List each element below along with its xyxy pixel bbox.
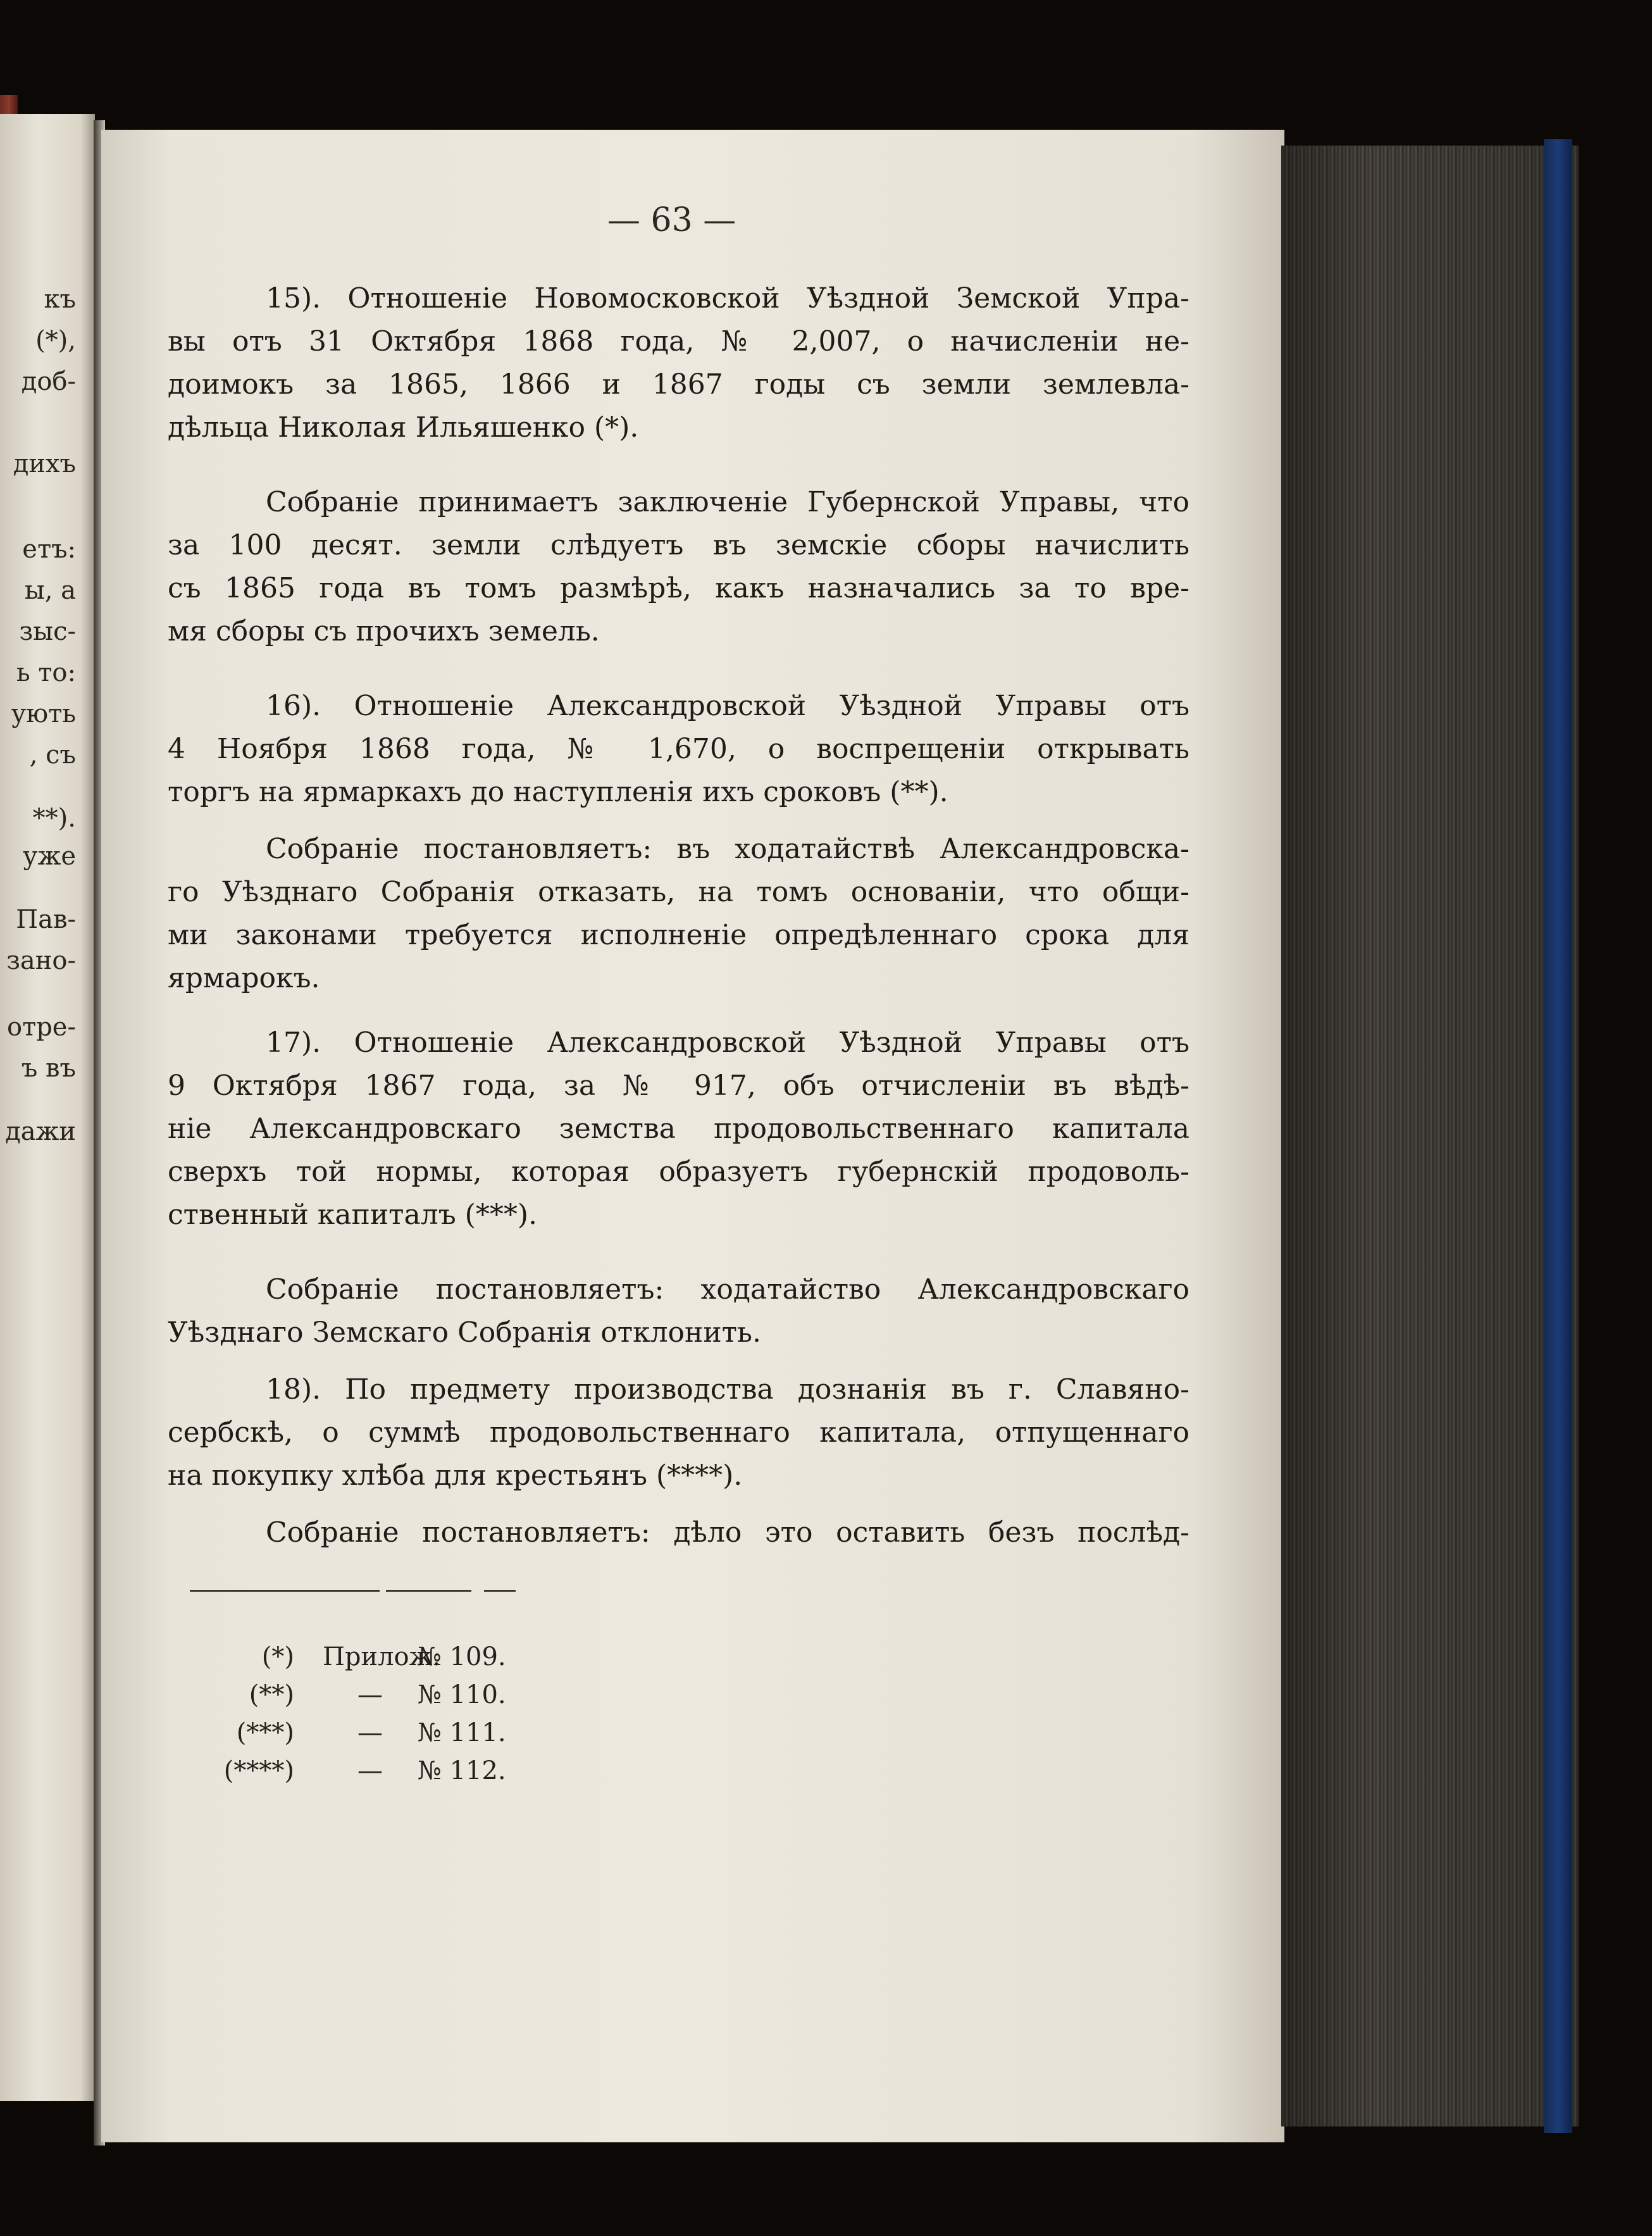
text-line: за 100 десят. земли слѣдуетъ въ земскіе сборы начислить [168, 529, 1189, 561]
text-line: Собраніе постановляетъ: дѣло это оставить безъ послѣд- [266, 1516, 1189, 1549]
footnote-rule [386, 1590, 471, 1592]
left-page-fragment: ъ въ [21, 1054, 76, 1083]
text-line: Собраніе постановляетъ: въ ходатайствѣ Александровска- [266, 833, 1189, 865]
footnote-label: — [357, 1718, 383, 1747]
text-line: ніе Александровскаго земства продовольственнаго капитала [168, 1113, 1189, 1145]
text-line: 17). Отношеніе Александровской Уѣздной Управы отъ [266, 1027, 1189, 1059]
left-page-fragment: уже [22, 842, 76, 871]
left-page-fragment: ують [11, 699, 76, 728]
text-line: Собраніе постановляетъ: ходатайство Александровскаго [266, 1273, 1189, 1306]
text-line: Уѣзднаго Земскаго Собранія отклонить. [168, 1316, 761, 1349]
text-line: Собраніе принимаетъ заключеніе Губернской Управы, что [266, 486, 1189, 518]
text-line: 9 Октября 1867 года, за № 917, объ отчисленіи въ вѣдѣ- [168, 1070, 1189, 1102]
footnote-mark: (**) [249, 1680, 294, 1709]
footnote-mark: (*) [261, 1642, 294, 1671]
left-page-fragment: Пав- [16, 905, 76, 934]
left-page-fragment: отре- [6, 1013, 76, 1042]
left-page-fragment: , съ [29, 740, 76, 770]
text-line: сербскѣ, о суммѣ продовольственнаго капитала, отпущеннаго [168, 1416, 1189, 1449]
footnote-number: № 109. [418, 1642, 506, 1671]
text-line: 15). Отношеніе Новомосковской Уѣздной Земской Упра- [266, 282, 1189, 315]
text-line: доимокъ за 1865, 1866 и 1867 годы съ земли землевла- [168, 368, 1189, 401]
left-page-fragment: зыс- [19, 617, 76, 646]
footnote-number: № 111. [418, 1718, 506, 1747]
text-line: ми законами требуется исполненіе опредѣленнаго срока для [168, 919, 1189, 951]
text-line: 4 Ноября 1868 года, № 1,670, о воспрещеніи открывать [168, 733, 1189, 765]
left-page-fragment: (*), [35, 326, 76, 355]
text-line: на покупку хлѣба для крестьянъ (****). [168, 1459, 743, 1492]
text-line: мя сборы съ прочихъ земель. [168, 615, 600, 647]
text-line: 16). Отношеніе Александровской Уѣздной Управы отъ [266, 690, 1189, 722]
footnote-rule [484, 1590, 516, 1592]
page-block-shadow [1281, 146, 1579, 2127]
left-page-fragment: ь то: [16, 658, 76, 687]
text-line: ярмарокъ. [168, 962, 320, 994]
footnote-mark: (***) [236, 1718, 294, 1747]
left-page-fragment: ы, а [24, 576, 76, 605]
left-page-fragment: доб- [21, 367, 76, 396]
book-cover-edge [1544, 139, 1572, 2133]
left-page [0, 114, 95, 2101]
text-line: го Уѣзднаго Собранія отказать, на томъ основаніи, что общи- [168, 876, 1189, 908]
footnote-rule [190, 1590, 380, 1592]
footnote-number: № 112. [418, 1756, 506, 1785]
text-line: вы отъ 31 Октября 1868 года, № 2,007, о начисленіи не- [168, 325, 1189, 358]
left-page-fragment: зано- [6, 946, 76, 975]
footnote-label: — [357, 1680, 383, 1709]
text-line: 18). По предмету производства дознанія въ г. Славяно- [266, 1373, 1189, 1406]
footnote-mark: (****) [223, 1756, 294, 1785]
text-line: торгъ на ярмаркахъ до наступленія ихъ сроковъ (**). [168, 776, 948, 808]
left-page-fragment: дажи [5, 1117, 76, 1146]
footnote-row [0, 1642, 569, 1678]
text-line: дѣльца Николая Ильяшенко (*). [168, 411, 639, 444]
footnote-row [0, 1756, 569, 1792]
left-page-fragment: етъ: [22, 535, 76, 564]
footnote-label: Прилож. [323, 1642, 441, 1671]
footnote-number: № 110. [418, 1680, 506, 1709]
left-page-fragment: **). [32, 804, 76, 833]
footnote-row [0, 1680, 569, 1716]
left-page-fragment: къ [44, 285, 76, 314]
left-page-fragment: дихъ [13, 449, 76, 478]
page-number: — 63 — [607, 201, 736, 239]
footnote-label: — [357, 1756, 383, 1785]
text-line: ственный капиталъ (***). [168, 1199, 537, 1231]
text-line: сверхъ той нормы, которая образуетъ губернскій продоволь- [168, 1156, 1189, 1188]
footnote-row [0, 1718, 569, 1754]
text-line: съ 1865 года въ томъ размѣрѣ, какъ назначались за то вре- [168, 572, 1189, 604]
